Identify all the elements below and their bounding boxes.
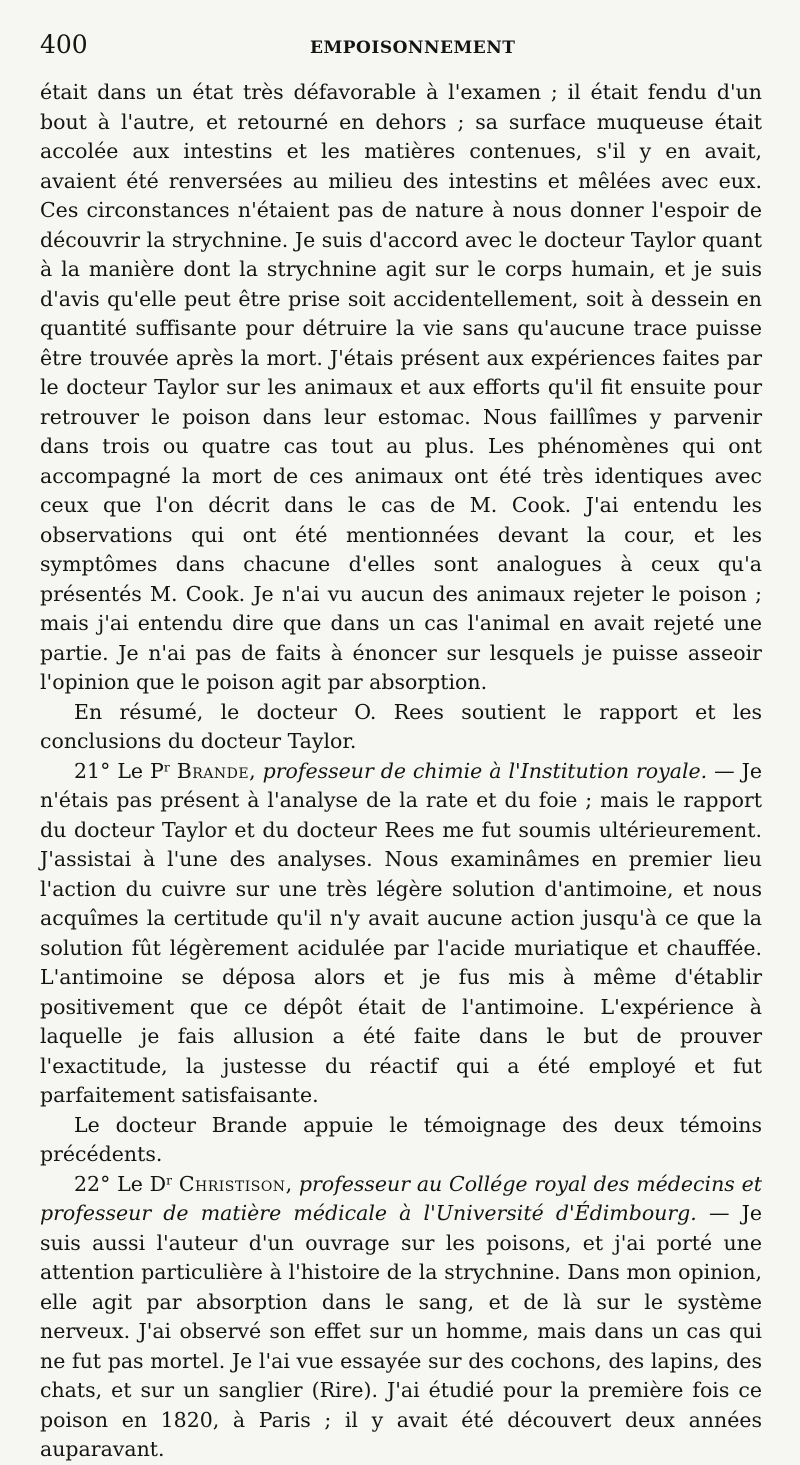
witness-role: professeur de chimie à l'Institution royale. <box>262 758 708 783</box>
paragraph-brande-summary <box>40 1111 762 1170</box>
page-header <box>40 30 762 78</box>
witness-number: 21 <box>74 758 101 783</box>
paragraph-text: était dans un état très défavorable à l'examen ; il était fendu d'un bout à l'autre, et retourné en dehors ; sa surface muqueuse était accolée aux intestins et les matières contenues, s'il y en avait, avaient été renversées au milieu des intestins et mêlées avec eux. Ces circonstances n'étaient pas de nature à nous donner l'espoir de découvrir la strychnine. Je suis d'accord avec le docteur Taylor quant à la manière dont la strychnine agit sur le corps humain, et je suis d'avis qu'elle peut être prise soit accidentellement, soit à dessein en quantité suffisante pour détruire la vie sans qu'aucune trace puisse être trouvée après la mort. J'étais présent aux expériences faites par le docteur Taylor sur les animaux et aux efforts qu'il fit ensuite pour retrouver le poison dans leur estomac. Nous faillîmes y parvenir dans trois ou quatre cas tout au plus. Les phénomènes qui ont accompagné la mort de ces animaux ont été très identiques avec ceux que l'on décrit dans le cas de M. Cook. J'ai entendu les observations qui ont été mentionnées devant la cour, et les symptômes dans chacune d'elles sont analogues à ceux qu'a présentés M. Cook. Je n'ai vu aucun des animaux rejeter le poison ; mais j'ai entendu dire que dans un cas l'animal en avait rejeté une partie. Je n'ai pas de faits à énoncer sur lesquels je puisse asseoir l'opinion que le poison agit par absorption. <box>40 80 762 694</box>
paragraph-text: — Je suis aussi l'auteur d'un ouvrage sur les poisons, et j'ai porté une attention particulière à l'histoire de la strychnine. Dans mon opinion, elle agit par absorption dans le sang, et de là sur le système nerveux. J'ai observé son effet sur un homme, mais dans un cas qui ne fut pas mortel. Je l'ai vue essayée sur des cochons, des lapins, des chats, et sur un sanglier (Rire). J'ai étudié pour la première fois ce poison en 1820, à Paris ; il y avait été découvert deux années auparavant. <box>40 1201 762 1461</box>
paragraph-brande-testimony: 21° Le $P^r$ Brande, professeur de chimie à l'Institution royale. — Je n'étais pas présent à l'analyse de la rate et du foie ; mais le rapport du docteur Taylor et du docteur Rees me fut soumis ultérieurement. J'assistai à l'une des analyses. Nous examinâmes en premier lieu l'action du cuivre sur une très légère solution d'antimoine, et nous acquîmes la certitude qu'il n'y avait aucune action jusqu'à ce que la solution fût légèrement acidulée par l'acide muriatique et chauffée. L'antimoine se déposa alors et je fus mis à même d'établir positivement que ce dépôt était de l'antimoine. L'expérience à laquelle je fais allusion a été faite dans le but de prouver l'exactitude, la justesse du réactif qui a été employé et fut parfaitement satisfaisante. <box>40 758 762 1107</box>
paragraph-rees-testimony <box>40 78 762 698</box>
witness-title-sup: r <box>166 1172 173 1187</box>
running-title: EMPOISONNEMENT <box>310 38 516 58</box>
witness-title: Le D <box>117 1171 167 1196</box>
page-body <box>40 78 762 1465</box>
page-number: 400 <box>40 30 88 59</box>
paragraph-christison-testimony: 22° Le $D^r$ Christison, professeur au Collége royal des médecins et professeur de matière médicale à l'Université d'Édimbourg. — Je suis aussi l'auteur d'un ouvrage sur les poisons, et j'ai porté une attention particulière à l'histoire de la strychnine. Dans mon opinion, elle agit par absorption dans le sang, et de là sur le système nerveux. J'ai observé son effet sur un homme, mais dans un cas qui ne fut pas mortel. Je l'ai vue essayée sur des cochons, des lapins, des chats, et sur un sanglier (Rire). J'ai étudié pour la première fois ce poison en 1820, à Paris ; il y avait été découvert deux années auparavant. <box>40 1171 762 1461</box>
paragraph-text: — Je n'étais pas présent à l'analyse de la rate et du foie ; mais le rapport du docteur Taylor et du docteur Rees me fut soumis ultérieurement. J'assistai à l'une des analyses. Nous examinâmes en premier lieu l'action du cuivre sur une très légère solution d'antimoine, et nous acquîmes la certitude qu'il n'y avait aucune action jusqu'à ce que la solution fût légèrement acidulée par l'acide muriatique et chauffée. L'antimoine se déposa alors et je fus mis à même d'établir positivement que ce dépôt était de l'antimoine. L'expérience à laquelle je fais allusion a été faite dans le but de prouver l'exactitude, la justesse du réactif qui a été employé et fut parfaitement satisfaisante. <box>40 758 762 1107</box>
witness-number-suffix: ° <box>100 758 111 783</box>
witness-title: Le P <box>117 758 164 783</box>
witness-title-sup: r <box>163 759 170 774</box>
paragraph-rees-summary <box>40 698 762 757</box>
witness-number: 22 <box>74 1171 101 1196</box>
paragraph-text: Le docteur Brande appuie le témoignage des deux témoins précédents. <box>40 1112 762 1166</box>
paragraph-text: En résumé, le docteur O. Rees soutient le rapport et les conclusions du docteur Taylor. <box>40 699 762 753</box>
witness-name: Christison <box>178 1171 286 1196</box>
witness-number-suffix: ° <box>100 1171 111 1196</box>
witness-role: professeur au Collége royal des médecins et professeur de matière médicale à l'Université d'Édimbourg. <box>40 1171 762 1225</box>
witness-name: Brande <box>176 758 250 783</box>
